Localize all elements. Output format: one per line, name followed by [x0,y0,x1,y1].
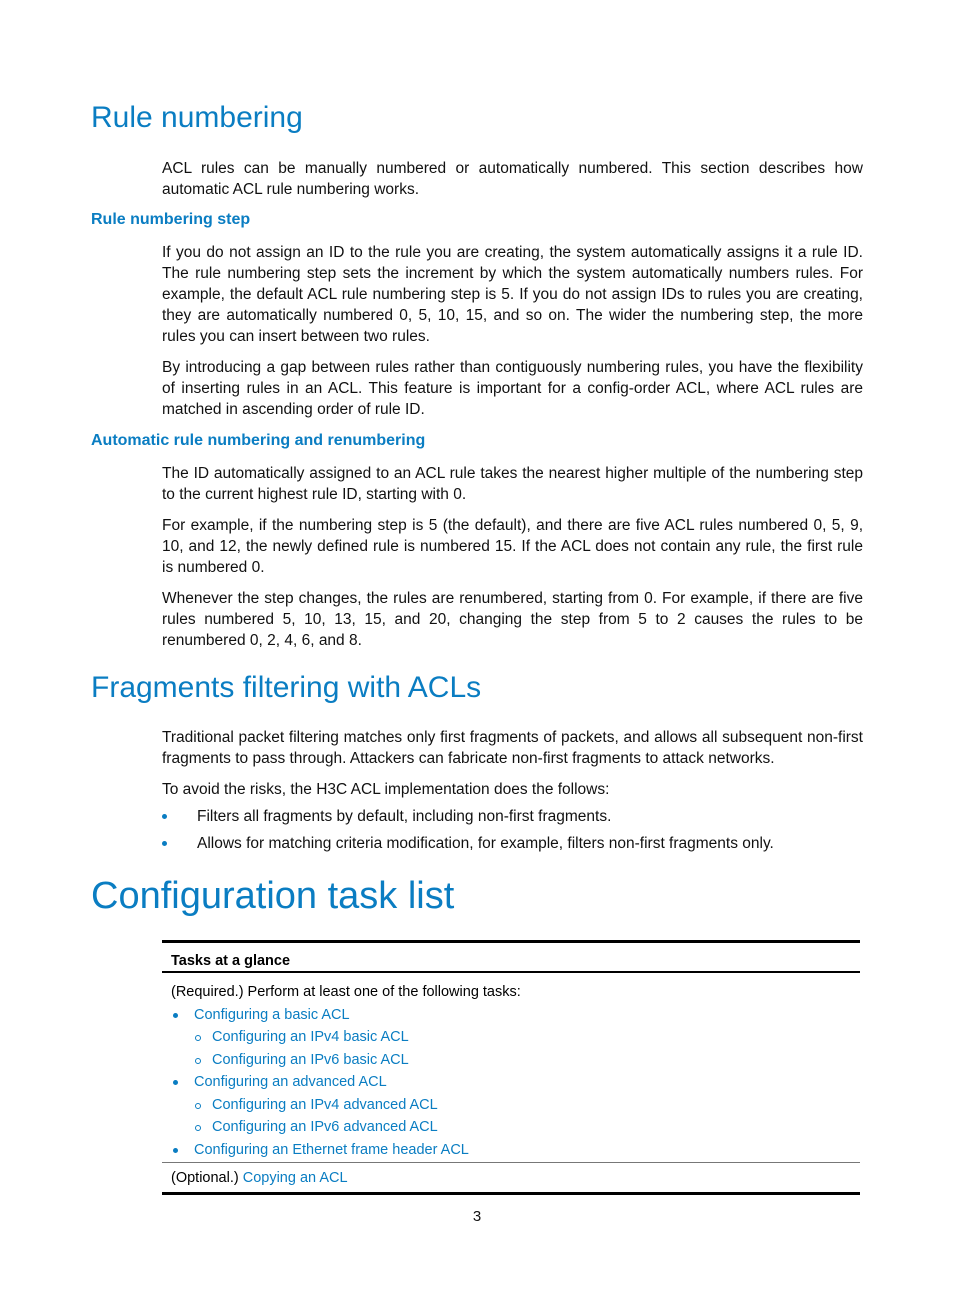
task-subitem [171,1094,860,1117]
link-configuring-advanced-acl[interactable]: Configuring an advanced ACL [194,1074,387,1090]
rule-step-paragraph-1: If you do not assign an ID to the rule you are creating, the system automatically assigns it a rule ID. The rule numbering step sets the increment by which the system automatically numbers rules. For example, the default ACL rule numbering step is 5. If you do not assign IDs to rules you are creating, they are automatically numbered 0, 5, 10, 15, and so on. The wider the numbering step, the more rules you can insert between two rules. [162,244,863,345]
required-text: (Required.) Perform at least one of the following tasks: [171,984,521,1000]
fragments-bullet-list [162,803,863,857]
task-item [171,1071,860,1094]
circle-bullet-icon [195,1058,201,1064]
table-row-optional [162,1163,860,1192]
heading-fragments-filtering: Fragments filtering with ACLs [91,671,482,704]
optional-label: (Optional.) [171,1169,239,1186]
fragments-paragraph-1: Traditional packet filtering matches only first fragments of packets, and allows all subsequent non-first fragments to pass through. Attackers can fabricate non-first fragments to attack networks. [162,729,863,767]
heading-auto-numbering: Automatic rule numbering and renumbering [91,432,426,449]
circle-bullet-icon [195,1035,201,1041]
link-configuring-basic-acl[interactable]: Configuring a basic ACL [194,1006,350,1023]
table-bottom-rule [162,1192,860,1195]
bullet-icon [162,841,167,846]
circle-bullet-icon [195,1125,201,1131]
bullet-icon [173,1080,178,1085]
link-configuring-ipv6-basic-acl[interactable]: Configuring an IPv6 basic ACL [212,1051,409,1068]
task-subitem [171,1049,860,1072]
link-copying-an-acl[interactable]: Copying an ACL [242,1169,348,1186]
auto-paragraph-3: Whenever the step changes, the rules are renumbered, starting from 0. For example, if there are five rules numbered 5, 10, 13, 15, and 20, changing the step from 5 to 2 causes the rules to be renumbered 0, 2, 4, 6, and 8. [162,590,863,649]
rule-numbering-intro: ACL rules can be manually numbered or automatically numbered. This section describes how automatic ACL rule numbering works. [162,160,863,198]
list-item: Allows for matching criteria modification, for example, filters non-first fragments only. [162,830,863,857]
link-configuring-ipv4-basic-acl[interactable]: Configuring an IPv4 basic ACL [212,1029,409,1045]
table-row-required [162,973,860,1162]
circle-bullet-icon [195,1103,201,1109]
link-configuring-ethernet-frame-header-acl[interactable]: Configuring an Ethernet frame header ACL [194,1141,469,1158]
bullet-icon [173,1148,178,1153]
auto-paragraph-1: The ID automatically assigned to an ACL rule takes the nearest higher multiple of the numbering step to the current highest rule ID, starting with 0. [162,465,863,503]
bullet-icon [162,814,167,819]
table-header: Tasks at a glance [171,953,291,969]
heading-rule-numbering-step: Rule numbering step [91,211,251,228]
rule-step-paragraph-2: By introducing a gap between rules rather than contiguously numbering rules, you have the flexibility of inserting rules in an ACL. This feature is important for a config-order ACL, where ACL rules are matched in ascending order of rule ID. [162,359,863,418]
task-item [171,1004,860,1027]
bullet-icon [173,1013,178,1018]
task-subitem [171,1026,860,1049]
tasks-table [162,940,860,1195]
auto-paragraph-2: For example, if the numbering step is 5 (the default), and there are five ACL rules numbered 0, 5, 9, 10, and 12, the newly defined rule is numbered 15. If the ACL does not contain any rule, the first rule is numbered 0. [162,517,863,576]
fragments-paragraph-2: To avoid the risks, the H3C ACL implementation does the follows: [162,781,610,798]
link-configuring-ipv6-advanced-acl[interactable]: Configuring an IPv6 advanced ACL [212,1119,438,1135]
page-number: 3 [472,1208,482,1225]
list-item: Filters all fragments by default, including non-first fragments. [162,803,863,830]
heading-rule-numbering: Rule numbering [91,101,303,134]
heading-configuration-task-list: Configuration task list [91,875,455,917]
task-item [171,1139,860,1162]
task-subitem [171,1116,860,1139]
link-configuring-ipv4-advanced-acl[interactable]: Configuring an IPv4 advanced ACL [212,1096,438,1113]
